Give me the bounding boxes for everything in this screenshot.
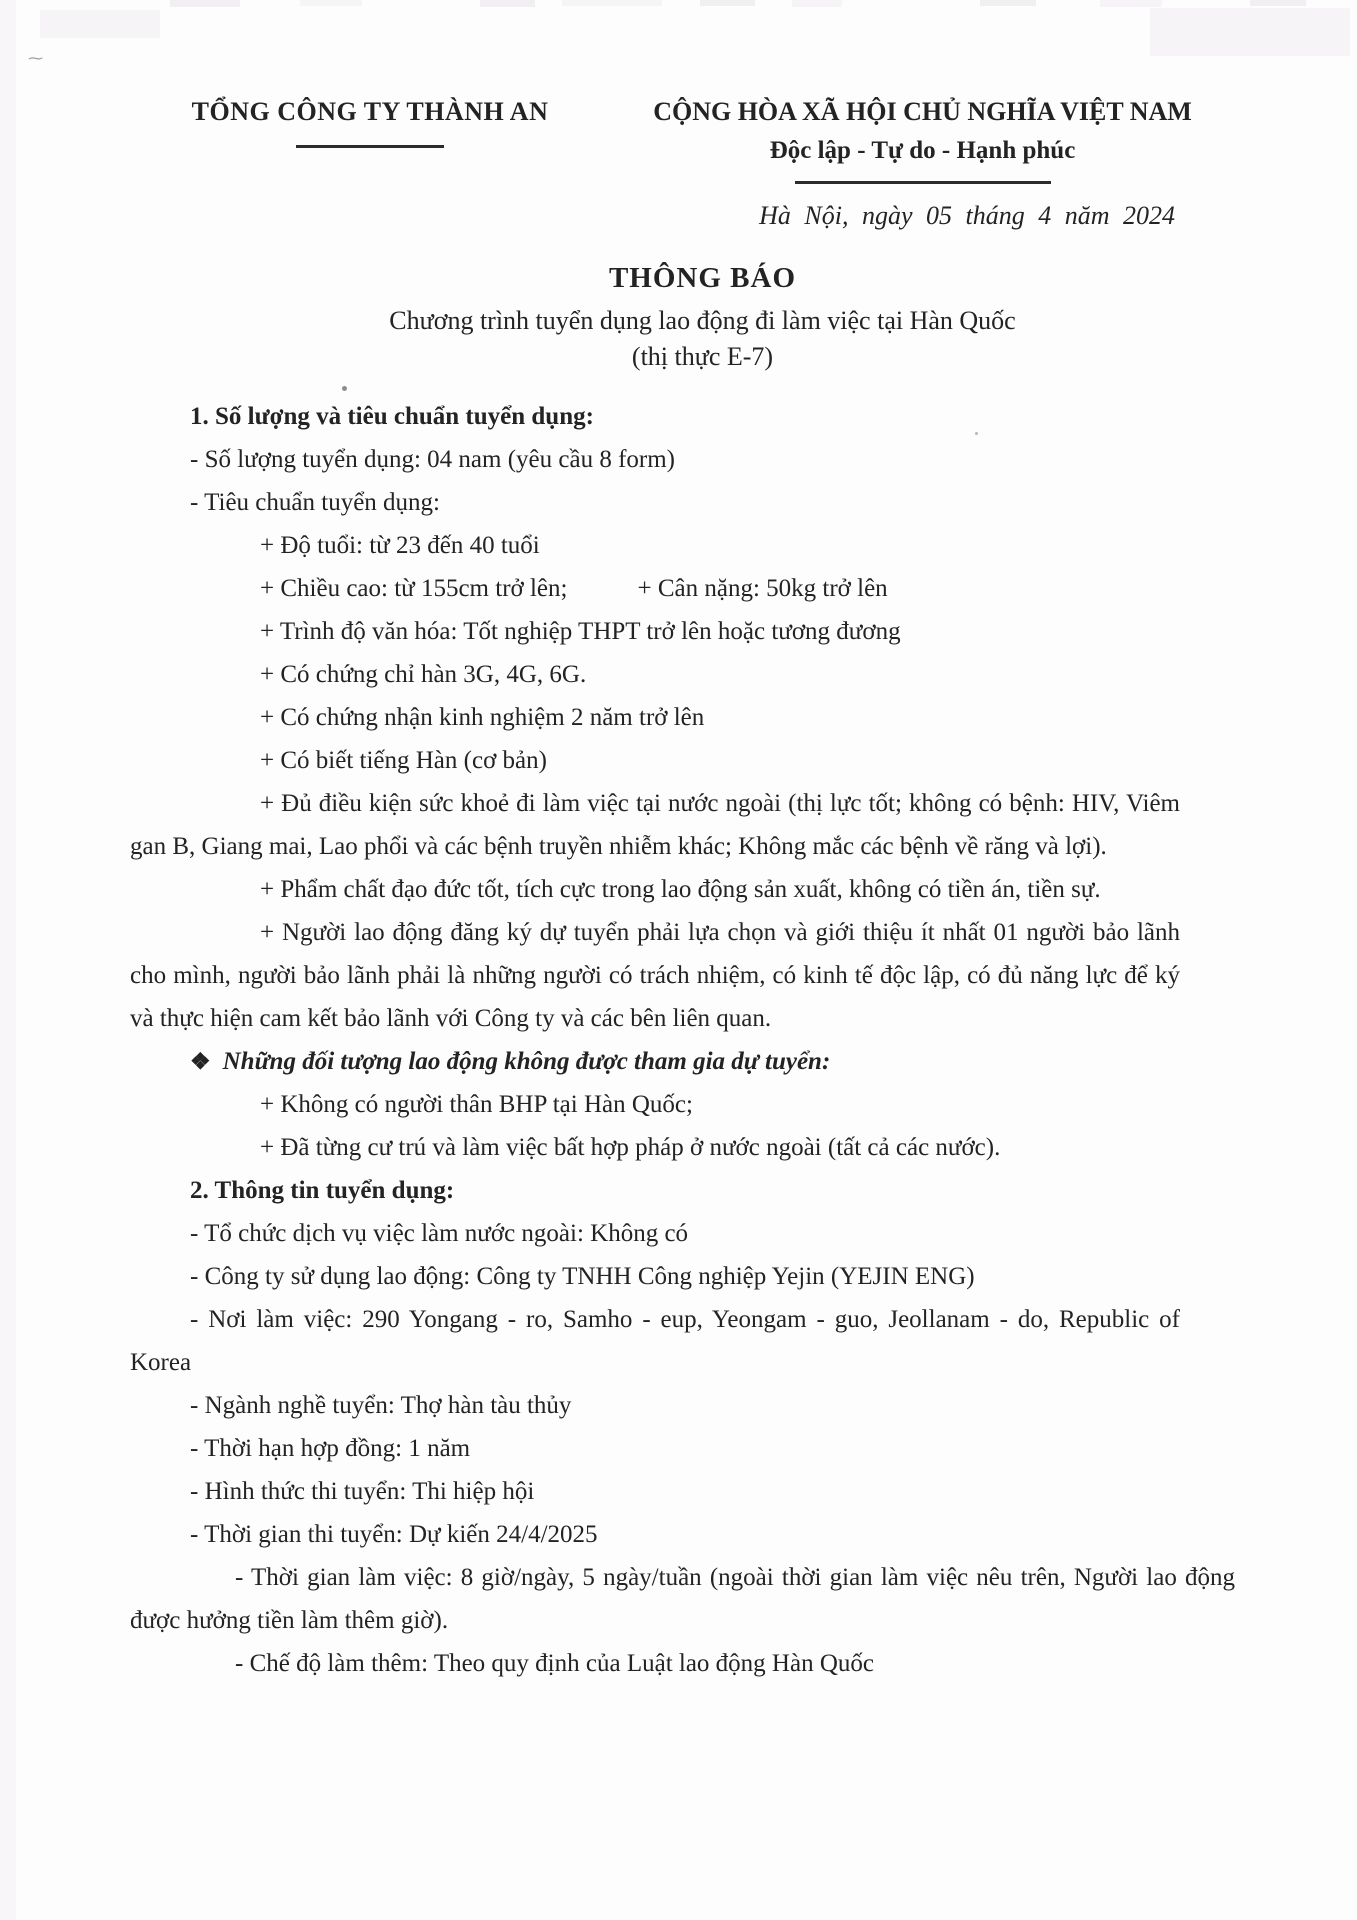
document-body xyxy=(130,395,1235,1685)
para-moral: + Phẩm chất đạo đức tốt, tích cực trong lao động sản xuất, không có tiền án, tiền sự. xyxy=(260,876,1101,903)
section1-heading: 1. Số lượng và tiêu chuẩn tuyển dụng: xyxy=(190,403,594,430)
scan-speck: ⁓ xyxy=(28,51,43,67)
excluded-heading-text: Những đối tượng lao động không được tham gia dự tuyển: xyxy=(222,1048,831,1075)
section2-heading: 2. Thông tin tuyển dụng: xyxy=(190,1177,455,1204)
line-weight-req: + Cân nặng: 50kg trở lên xyxy=(637,575,888,602)
issuing-org-block xyxy=(130,96,610,148)
diamond-bullet-icon: ❖ xyxy=(190,1049,211,1074)
line-contract: - Thời hạn hợp đồng: 1 năm xyxy=(190,1435,471,1462)
line-education: + Trình độ văn hóa: Tốt nghiệp THPT trở lên hoặc tương đương xyxy=(260,618,901,645)
visa-note: (thị thực E-7) xyxy=(631,342,774,371)
para-guarantor: + Người lao động đăng ký dự tuyển phải lựa chọn và giới thiệu ít nhất 01 người bảo lãnh cho mình, người bảo lãnh phải là những người có trách nhiệm, có kinh tế độc lập, có đủ năng lực để ký và thực hiện cam kết bảo lãnh với Công ty và các bên liên quan. xyxy=(130,919,1180,1032)
line-quantity: - Số lượng tuyển dụng: 04 nam (yêu cầu 8 form) xyxy=(190,446,676,473)
line-standards-intro: - Tiêu chuẩn tuyển dụng: xyxy=(190,489,440,516)
scan-edge-shade xyxy=(0,0,16,1920)
issuing-org-name: TỔNG CÔNG TY THÀNH AN xyxy=(191,97,549,126)
national-motto-block xyxy=(610,96,1235,184)
national-motto: Độc lập - Tự do - Hạnh phúc xyxy=(769,137,1076,164)
line-certificate: + Có chứng chỉ hàn 3G, 4G, 6G. xyxy=(260,661,587,688)
scan-speck xyxy=(975,432,978,435)
line-experience: + Có chứng nhận kinh nghiệm 2 năm trở lên xyxy=(260,704,705,731)
motto-underline xyxy=(795,181,1051,184)
para-health: + Đủ điều kiện sức khoẻ đi làm việc tại nước ngoài (thị lực tốt; không có bệnh: HIV, Viêm gan B, Giang mai, Lao phổi và các bệnh truyền nhiễm khác; Không mắc các bệnh về răng và lợi). xyxy=(130,790,1180,860)
line-overtime: - Chế độ làm thêm: Theo quy định của Luật lao động Hàn Quốc xyxy=(235,1650,874,1677)
place-date-line: Hà Nội, ngày 05 tháng 4 năm 2024 xyxy=(759,201,1175,230)
excluded-heading xyxy=(130,1040,1235,1083)
line-employer: - Công ty sử dụng lao động: Công ty TNHH Công nghiệp Yejin (YEJIN ENG) xyxy=(190,1263,975,1290)
document-subtitle: Chương trình tuyển dụng lao động đi làm việc tại Hàn Quốc xyxy=(389,306,1016,335)
line-excluded-1: + Không có người thân BHP tại Hàn Quốc; xyxy=(260,1091,693,1118)
line-exam-form: - Hình thức thi tuyển: Thi hiệp hội xyxy=(190,1478,535,1505)
line-age: + Độ tuổi: từ 23 đến 40 tuổi xyxy=(260,532,540,559)
line-height-req: + Chiều cao: từ 155cm trở lên; xyxy=(260,575,568,602)
line-excluded-2: + Đã từng cư trú và làm việc bất hợp pháp ở nước ngoài (tất cả các nước). xyxy=(260,1134,1001,1161)
republic-title: CỘNG HÒA XÃ HỘI CHỦ NGHĨA VIỆT NAM xyxy=(653,97,1192,126)
document-title: THÔNG BÁO xyxy=(608,262,797,294)
line-height-weight xyxy=(130,567,1235,610)
line-exam-time: - Thời gian thi tuyển: Dự kiến 24/4/2025 xyxy=(190,1521,598,1548)
scan-speck xyxy=(342,386,347,391)
line-korean: + Có biết tiếng Hàn (cơ bản) xyxy=(260,747,547,774)
title-block xyxy=(170,259,1235,375)
para-location: - Nơi làm việc: 290 Yongang - ro, Samho - eup, Yeongam - guo, Jeollanam - do, Republic of Korea xyxy=(130,1306,1180,1376)
para-work-time: - Thời gian làm việc: 8 giờ/ngày, 5 ngày/tuần (ngoài thời gian làm việc nêu trên, Người lao động được hưởng tiền làm thêm giờ). xyxy=(130,1564,1235,1634)
line-job: - Ngành nghề tuyển: Thợ hàn tàu thủy xyxy=(190,1392,572,1419)
line-service: - Tổ chức dịch vụ việc làm nước ngoài: Không có xyxy=(190,1220,689,1247)
org-underline xyxy=(296,145,444,148)
